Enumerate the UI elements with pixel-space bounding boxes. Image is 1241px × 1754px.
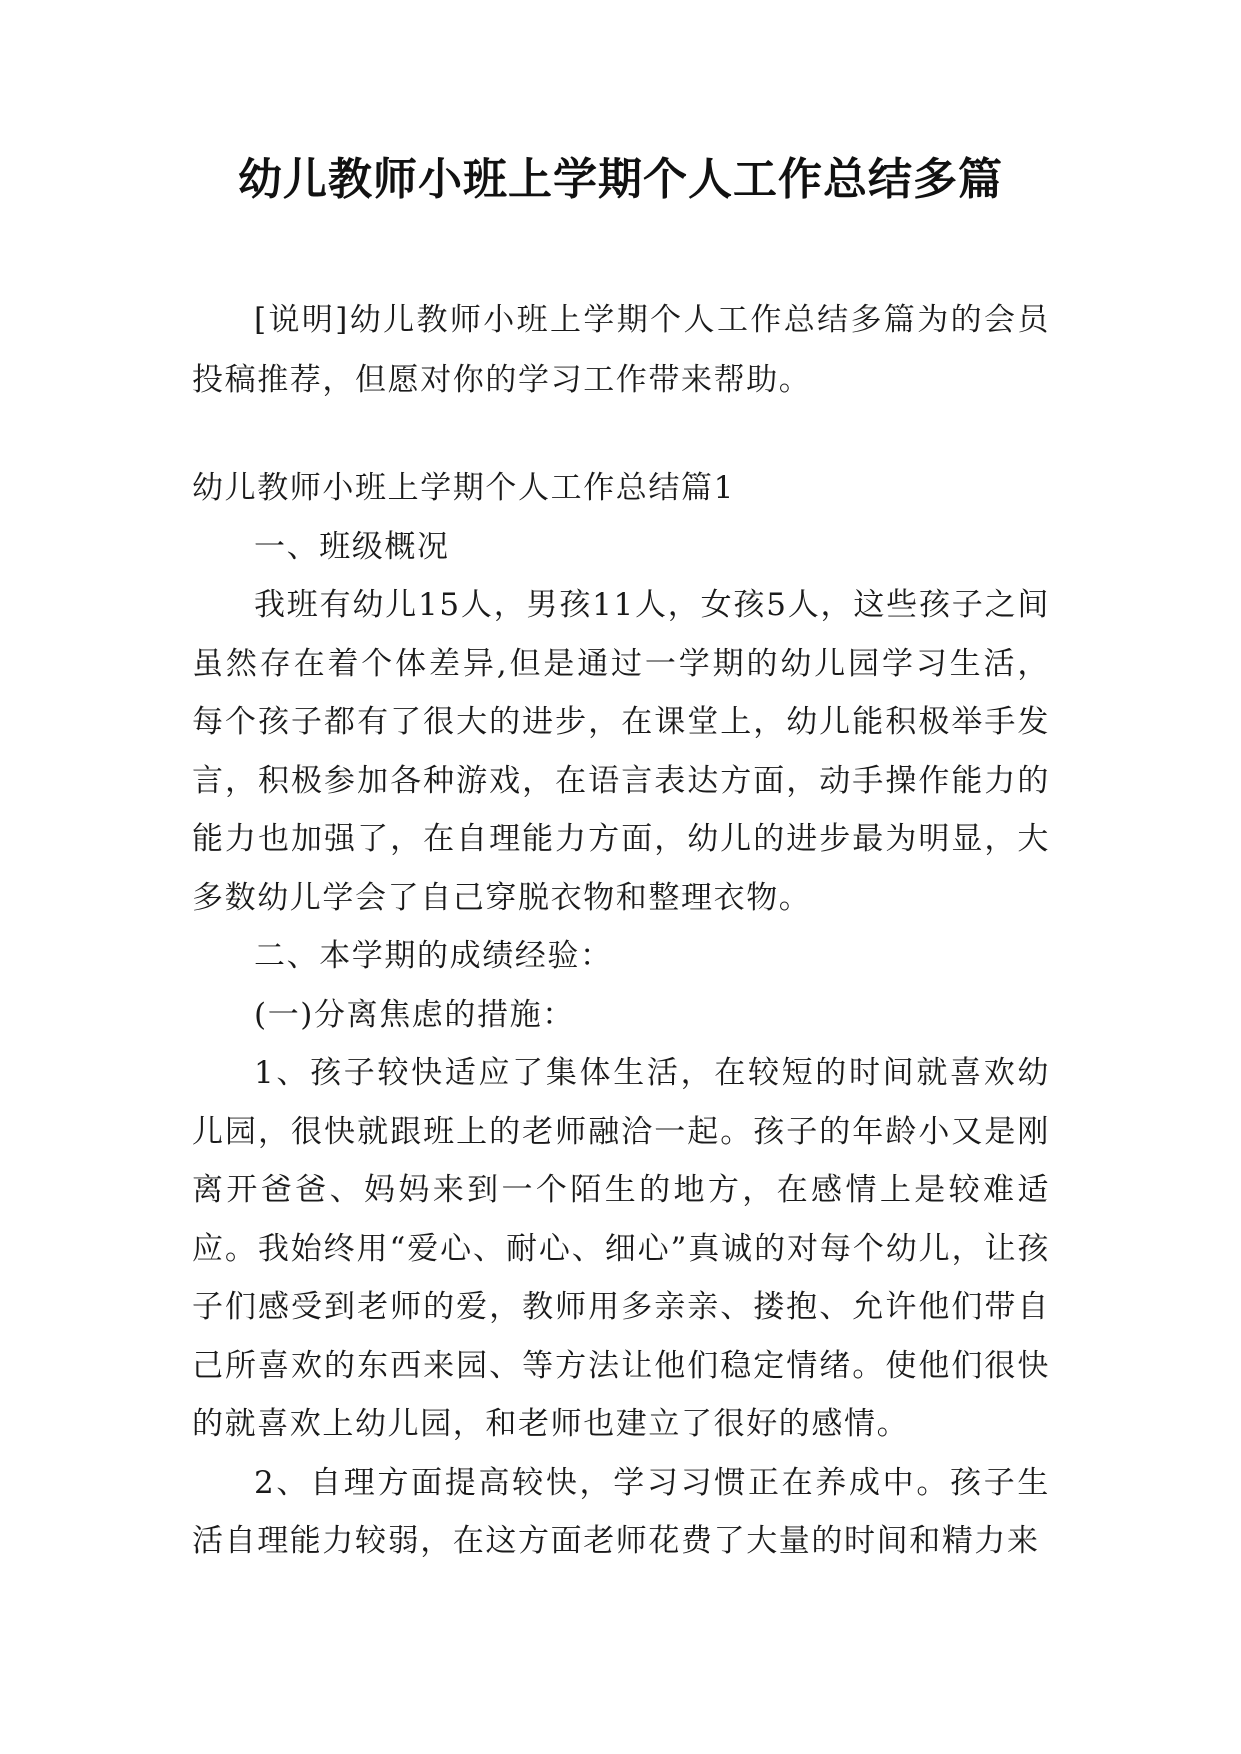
document-title: 幼儿教师小班上学期个人工作总结多篇: [238, 154, 1003, 205]
heading-class-overview: 一、班级概况: [254, 528, 450, 565]
paragraph-item-1: 1、孩子较快适应了集体生活，在较短的时间就喜欢幼儿园，很快就跟班上的老师融洽一起。孩子的年龄小又是刚离开爸爸、妈妈来到一个陌生的地方，在感情上是较难适应。我始终用“爱心、耐心、细心”真诚的对每个幼儿，让孩子们感受到老师的爱，教师用多亲亲、搂抱、允许他们带自己所喜欢的东西来园、等方法让他们稳定情绪。使他们很快的就喜欢上幼儿园，和老师也建立了很好的感情。: [192, 1055, 1050, 1442]
intro-block: [192, 290, 1050, 410]
paragraph-item-2: 2、自理方面提高较快，学习习惯正在养成中。孩子生活自理能力较弱，在这方面老师花费了大量的时间和精力来: [192, 1464, 1050, 1559]
content-block: [192, 459, 1050, 1571]
heading-achievements: 二、本学期的成绩经验：: [254, 938, 613, 974]
section-title: 幼儿教师小班上学期个人工作总结篇1: [192, 470, 735, 506]
subheading-separation-anxiety: (一)分离焦虑的措施：: [254, 996, 575, 1033]
paragraph-class-overview: 我班有幼儿15人，男孩11人，女孩5人，这些孩子之间虽然存在着个体差异,但是通过一学期的幼儿园学习生活，每个孩子都有了很大的进步，在课堂上，幼儿能积极举手发言，积极参加各种游戏，在语言表达方面，动手操作能力的能力也加强了，在自理能力方面，幼儿的进步最为明显，大多数幼儿学会了自己穿脱衣物和整理衣物。: [192, 587, 1050, 916]
intro-paragraph: [说明]幼儿教师小班上学期个人工作总结多篇为的会员投稿推荐，但愿对你的学习工作带来帮助。: [192, 302, 1050, 398]
